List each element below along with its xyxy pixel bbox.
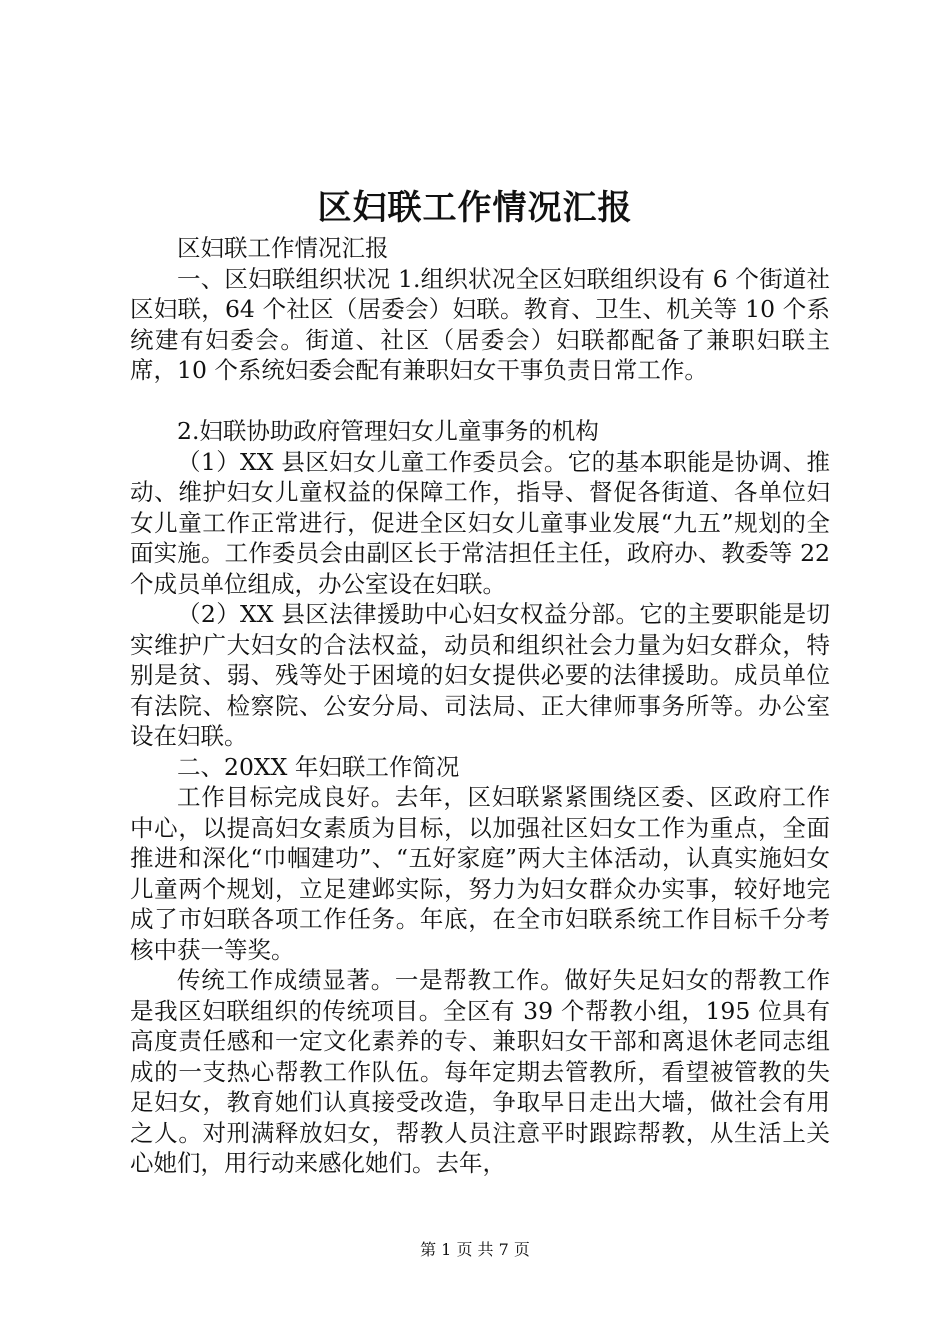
paragraph-agency-heading: 2.妇联协助政府管理妇女儿童事务的机构 — [177, 417, 599, 445]
paragraph-women-children-committee: （1）XX 县区妇女儿童工作委员会。它的基本职能是协调、推动、维护妇女儿童权益的保障工作，指导、督促各街道、各单位妇女儿童工作正常进行，促进全区妇女儿童事业发展“九五”规划的全面实施。工作委员会由副区长于常洁担任主任，政府办、教委等 22 个成员单位组成，办公室设在妇联。 — [130, 447, 830, 598]
paragraph-organization-status: 一、区妇联组织状况 1.组织状况全区妇联组织设有 6 个街道社区妇联，64 个社区（居委会）妇联。教育、卫生、机关等 10 个系统建有妇委会。街道、社区（居委会）妇联都配备了兼职妇联主席，10 个系统妇委会配有兼职妇女干事负责日常工作。 — [130, 264, 830, 384]
page-footer: 第 1 页 共 7 页 — [420, 1240, 530, 1259]
paragraph-legal-aid-branch: （2）XX 县区法律援助中心妇女权益分部。它的主要职能是切实维护广大妇女的合法权益，动员和组织社会力量为妇女群众，特别是贫、弱、残等处于困境的妇女提供必要的法律援助。成员单位有法院、检察院、公安分局、司法局、正大律师事务所等。办公室设在妇联。 — [130, 600, 830, 750]
paragraph-work-summary-heading: 二、20XX 年妇联工作简况 — [177, 752, 460, 781]
document-body — [130, 233, 830, 1179]
paragraph-traditional-work: 传统工作成绩显著。一是帮教工作。做好失足妇女的帮教工作是我区妇联组织的传统项目。全区有 39 个帮教小组，195 位具有高度责任感和一定文化素养的专、兼职妇女干部和离退休老同志组成的一支热心帮教工作队伍。每年定期去管教所，看望被管教的失足妇女，教育她们认真接受改造，争取早日走出大墙，做社会有用之人。对刑满释放妇女，帮教人员注意平时跟踪帮教，从生活上关心她们，用行动来感化她们。去年， — [130, 966, 830, 1177]
paragraph-work-goals: 工作目标完成良好。去年，区妇联紧紧围绕区委、区政府工作中心，以提高妇女素质为目标，以加强社区妇女工作为重点，全面推进和深化“巾帼建功”、“五好家庭”两大主体活动，认真实施妇女儿童两个规划，立足建邺实际，努力为妇女群众办实事，较好地完成了市妇联各项工作任务。年底，在全市妇联系统工作目标千分考核中获一等奖。 — [130, 783, 830, 964]
document-title: 区妇联工作情况汇报 — [317, 188, 633, 228]
paragraph-heading: 区妇联工作情况汇报 — [177, 234, 389, 262]
